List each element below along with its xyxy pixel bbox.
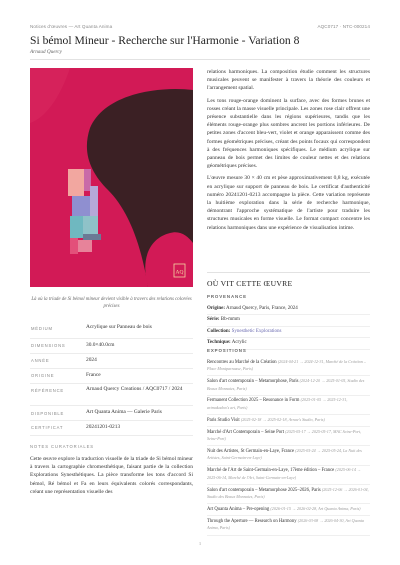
expositions-list: [207, 357, 370, 536]
artist-name: Arnaud Quercy: [30, 49, 62, 55]
exposition-item: Salon d'art contemporain – Metamorphose 2025–2026, Paris (2025-12-06 → 2026-01-04, Studio des Beaux Monnaies, Paris): [207, 485, 370, 504]
exposition-item: Marché d'Art Contemporain – Seine Port (2025-05-17 → 2025-05-17, MAC Seine-Port, Seine-Port): [207, 427, 370, 446]
description-paragraph: Les tons rouge-orange dominent la surface, avec des formes brunes et rosses créant la masse visuelle principale. Les zones rose clair offrent une présence substantielle dans les régions supérieures, tandis que les éléments rouge-orange plus sombres ancrent les portions inférieures. De petites zones d'accent bleu-vert, violet et orange apparaissent comme des formes géométriques précises, créant des points focaux qui correspondent à des fréquences harmoniques spécifiques. Le médium acrylique sur panneau de bois permet des limites de couleur nettes et des relations géométriques précises.: [207, 97, 370, 170]
exposition-item: Salon d'art contemporain – Metamorphose, Paris (2024-12-20 → 2025-01-05, Studio des Beaux Monnaies, Paris): [207, 376, 370, 395]
divider: [207, 272, 370, 273]
description-paragraph: L'œuvre mesure 30 × 40 cm et pèse approximativement 0,8 kg, exécutée en acrylique sur support de panneau de bois. Le certificat d'authenticité numéro 20241201-0213 accompagne la pièce. Cette variation représente la huitième exploration dans la série de recherche harmonique, démontrant l'approche systématique de l'artiste pour traduire les structures musicales en forme visuelle. Le format compact concentre les relations harmoniques dans une expérience de visualisation intime.: [207, 175, 370, 231]
meta-row-year: ANNÉE 2024: [30, 354, 193, 369]
meta-row-dimensions: DIMENSIONS 30.0×40.0cm: [30, 339, 193, 354]
exposition-item: Nuit des Artistes, St Germain-en-Laye, France (2025-05-24 → 2025-05-24, La Nuit des Artistes, Saint-Germain-en-Laye): [207, 446, 370, 465]
exposition-item: Fermanent Collection 2025 – Resonance in Form (2025-01-05 → 2025-12-31, artmakadoo's art, Paris): [207, 396, 370, 415]
artwork-caption: Là où la triade de Si bémol mineur devient visible à travers des relations colorées précises: [31, 297, 192, 310]
expositions-heading: EXPOSITIONS: [207, 348, 247, 353]
breadcrumb[interactable]: Notices d'œuvres — Art Quanta Anima: [30, 24, 113, 29]
provenance-item: Origine: Arnaud Quercy, Paris, France, 2024: [207, 304, 370, 315]
notes-heading: NOTES CURATORIALES: [30, 444, 94, 449]
provenance-item: Série: Bb-mmm: [207, 315, 370, 326]
reference-code: AQC0717 · NTC-000214: [317, 24, 370, 29]
exposition-item: Art Quanta Anima – Pre-opening (2026-01-15 → 2026-02-28, Art Quanta Anima, Paris): [207, 504, 370, 516]
artwork-image: [30, 68, 193, 287]
provenance-item: Technique: Acrylic: [207, 338, 370, 349]
exposition-item: Marché de l'Art de Saint-Germain-en-Laye, 17ème édition – France (2025-06-14 → 2025-06-14, Marché de l'Art, Saint-Germain-en-Laye): [207, 466, 370, 485]
metadata-table: [30, 322, 193, 436]
meta-row-certificate: CERTIFICAT 20241201-0213: [30, 421, 193, 436]
exposition-item: Rencontres au Marché de la Création (2024-04-21 → 2024-12-31, Marché de la Création – Place Montparnasse, Paris): [207, 357, 370, 376]
collection-link[interactable]: Synesthetic Explorations: [231, 328, 282, 334]
header-bar: [30, 24, 370, 32]
curatorial-notes: Cette œuvre explore la traduction visuelle de la triade de Si bémol mineur à travers la cartographie chromesthétique, faisant partie de la collection Explorations Synesthétiques. La pièce transforme les tons d'accord Si bémol, Ré bémol et Fa en leurs équivalents colorés correspondants, créant une représentation visuelle des: [30, 456, 193, 495]
meta-row-origin: ORIGINE France: [30, 369, 193, 384]
provenance-list: [207, 304, 370, 350]
exposition-item: Through the Aperture — Research on Harmony (2026-03-08 → 2026-04-30, Art Quanta Anima, Paris): [207, 516, 370, 535]
description-column: [207, 68, 370, 236]
where-heading: OÙ VIT CETTE ŒUVRE: [207, 279, 293, 288]
meta-row-availability: DISPONIBLE Art Quanta Anima — Galerie Paris: [30, 406, 193, 421]
page-number: 1: [198, 541, 202, 546]
page-title: Si bémol Mineur - Recherche sur l'Harmonie - Variation 8: [30, 34, 300, 47]
description-paragraph: relations harmoniques. La composition étudie comment les structures musicales peuvent se manifester à travers la théorie des couleurs et l'arrangement spatial.: [207, 69, 370, 92]
meta-row-reference: RÉFÉRENCE Arnaud Quercy Creations / AQC0717 / 2024: [30, 384, 193, 406]
artist-signature: AQ: [175, 269, 184, 276]
provenance-heading: PROVENANCE: [207, 294, 247, 299]
exposition-item: Paris Studio Visit (2025-02-18 → 2025-02-18, Arnav's Studio, Paris): [207, 415, 370, 427]
provenance-item: Collection: Synesthetic Explorations: [207, 327, 370, 338]
meta-row-medium: MÉDIUM Acrylique sur Panneau de bois: [30, 322, 193, 339]
divider: [30, 59, 370, 60]
